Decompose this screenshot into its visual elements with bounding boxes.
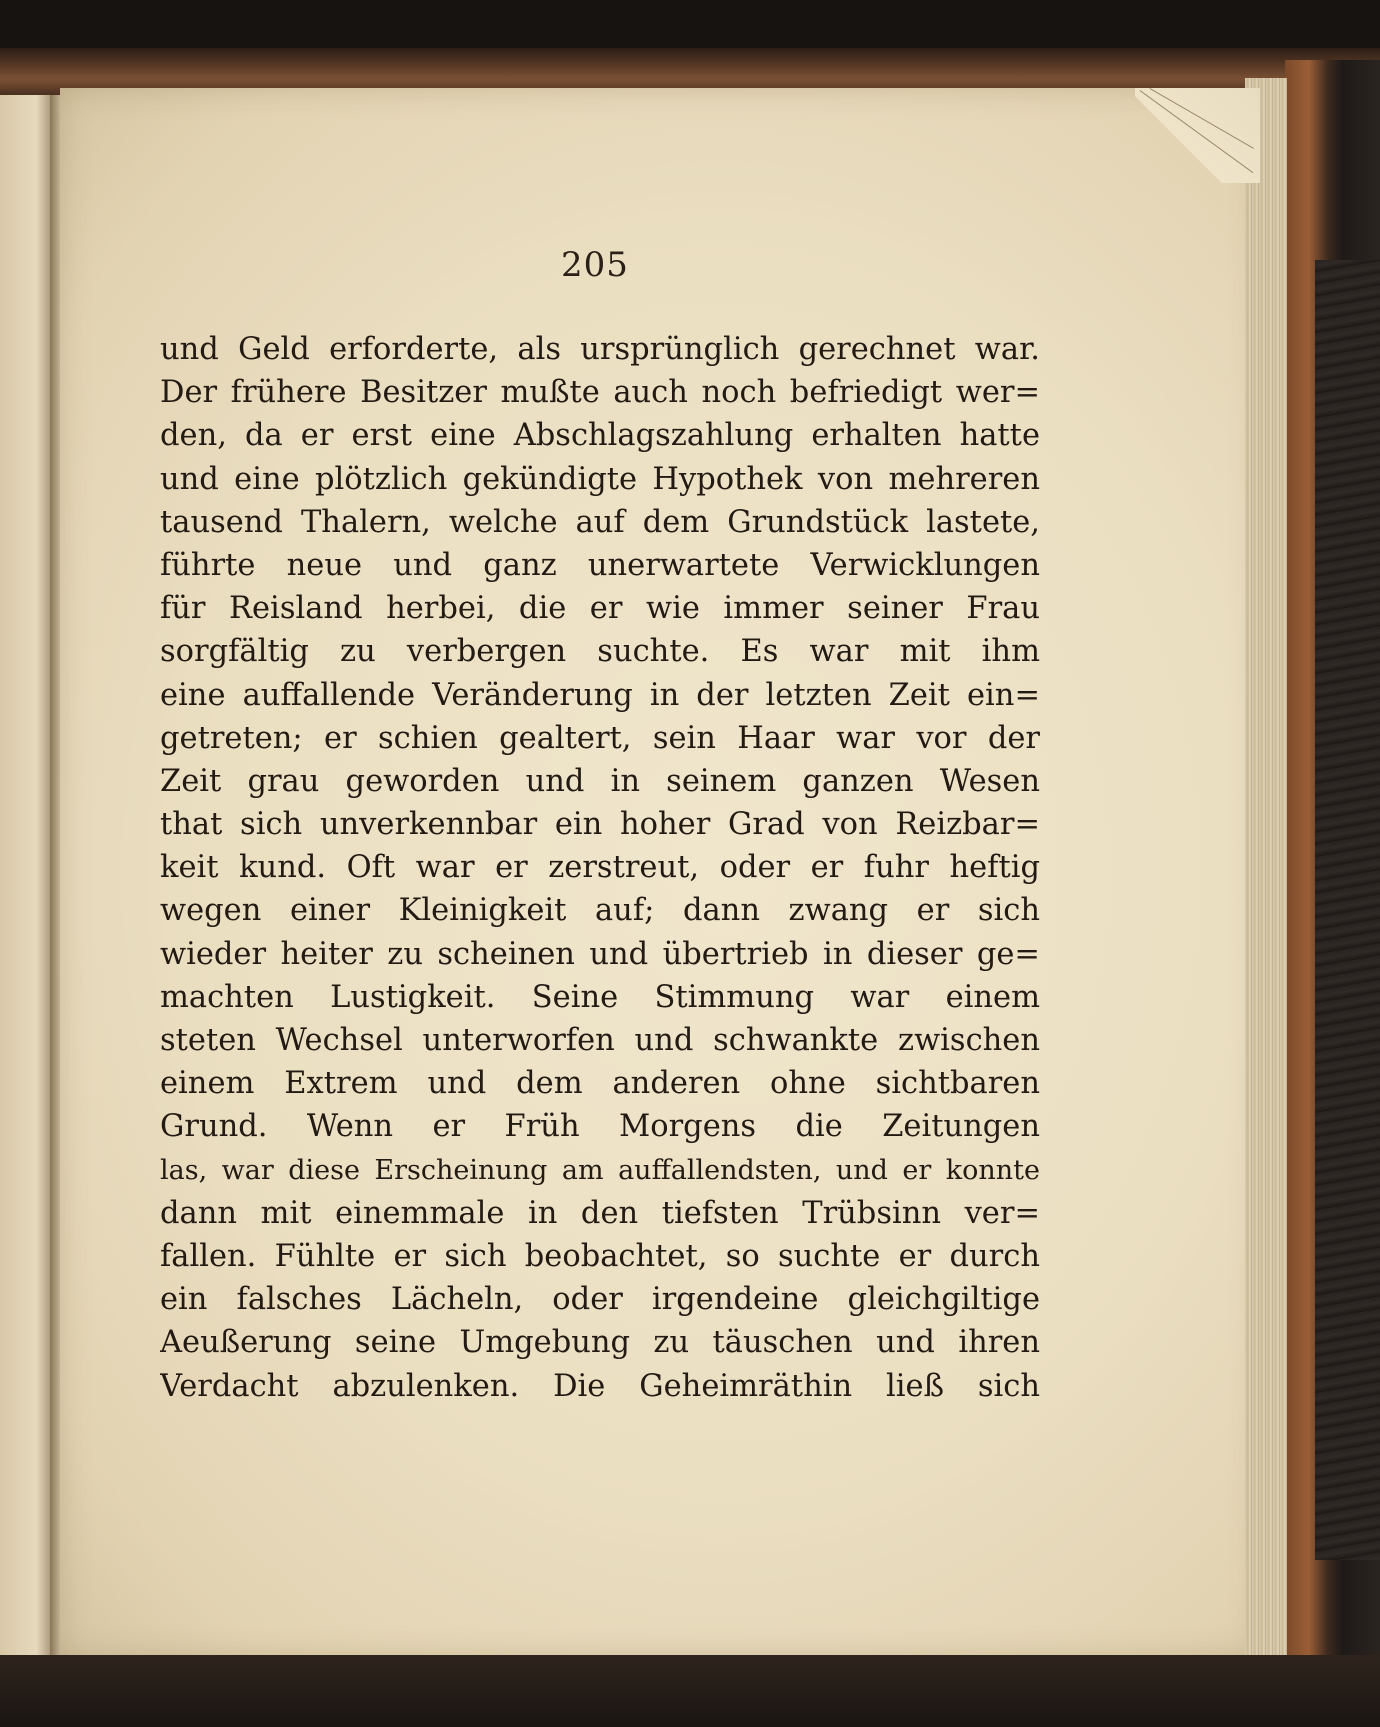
text-line: keit kund. Oft war er zerstreut, oder er fuhr heftig	[160, 850, 1040, 886]
page-edges	[1245, 78, 1287, 1658]
text-line: Der frühere Besitzer mußte auch noch befriedigt wer=	[160, 375, 1040, 411]
text-line: führte neue und ganz unerwartete Verwicklungen	[160, 547, 1040, 583]
cloth-binding-right	[1315, 260, 1380, 1560]
text-line: las, war diese Erscheinung am auffallendsten, und er konnte	[160, 1154, 1040, 1186]
background-bottom	[0, 1655, 1380, 1727]
text-line: eine auffallende Veränderung in der letzten Zeit ein=	[160, 677, 1040, 713]
text-line: Verdacht abzulenken. Die Geheimräthin ließ sich	[160, 1368, 1040, 1404]
text-line: wieder heiter zu scheinen und übertrieb in dieser ge=	[160, 936, 1040, 972]
text-line: steten Wechsel unterworfen und schwankte zwischen	[160, 1023, 1040, 1058]
text-line: einem Extrem und dem anderen ohne sichtbaren	[160, 1066, 1040, 1102]
text-line: that sich unverkennbar ein hoher Grad von Reizbar=	[160, 807, 1040, 843]
text-line: fallen. Fühlte er sich beobachtet, so suchte er durch	[160, 1238, 1040, 1274]
text-line: machten Lustigkeit. Seine Stimmung war einem	[160, 979, 1040, 1015]
dog-ear-corner	[1135, 88, 1260, 183]
text-line: getreten; er schien gealtert, sein Haar war vor der	[160, 720, 1040, 756]
text-line: den, da er erst eine Abschlagszahlung erhalten hatte	[160, 418, 1040, 454]
text-line: dann mit einemmale in den tiefsten Trübsinn ver=	[160, 1195, 1040, 1231]
text-line: und eine plötzlich gekündigte Hypothek von mehreren	[160, 461, 1040, 497]
text-line: wegen einer Kleinigkeit auf; dann zwang er sich	[160, 893, 1040, 929]
text-line: Aeußerung seine Umgebung zu täuschen und ihren	[160, 1325, 1040, 1361]
text-line: tausend Thalern, welche auf dem Grundstück lastete,	[160, 504, 1040, 540]
page-number: 205	[561, 245, 629, 285]
page-text	[160, 328, 1040, 1408]
text-line: und Geld erforderte, als ursprünglich gerechnet war.	[160, 332, 1040, 367]
facing-page-edge	[0, 95, 52, 1660]
text-line: Grund. Wenn er Früh Morgens die Zeitungen	[160, 1109, 1040, 1145]
text-line: für Reisland herbei, die er wie immer seiner Frau	[160, 591, 1040, 627]
text-line: ein falsches Lächeln, oder irgendeine gleichgiltige	[160, 1282, 1040, 1318]
text-line: sorgfältig zu verbergen suchte. Es war mit ihm	[160, 634, 1040, 670]
text-line: Zeit grau geworden und in seinem ganzen Wesen	[160, 763, 1040, 799]
